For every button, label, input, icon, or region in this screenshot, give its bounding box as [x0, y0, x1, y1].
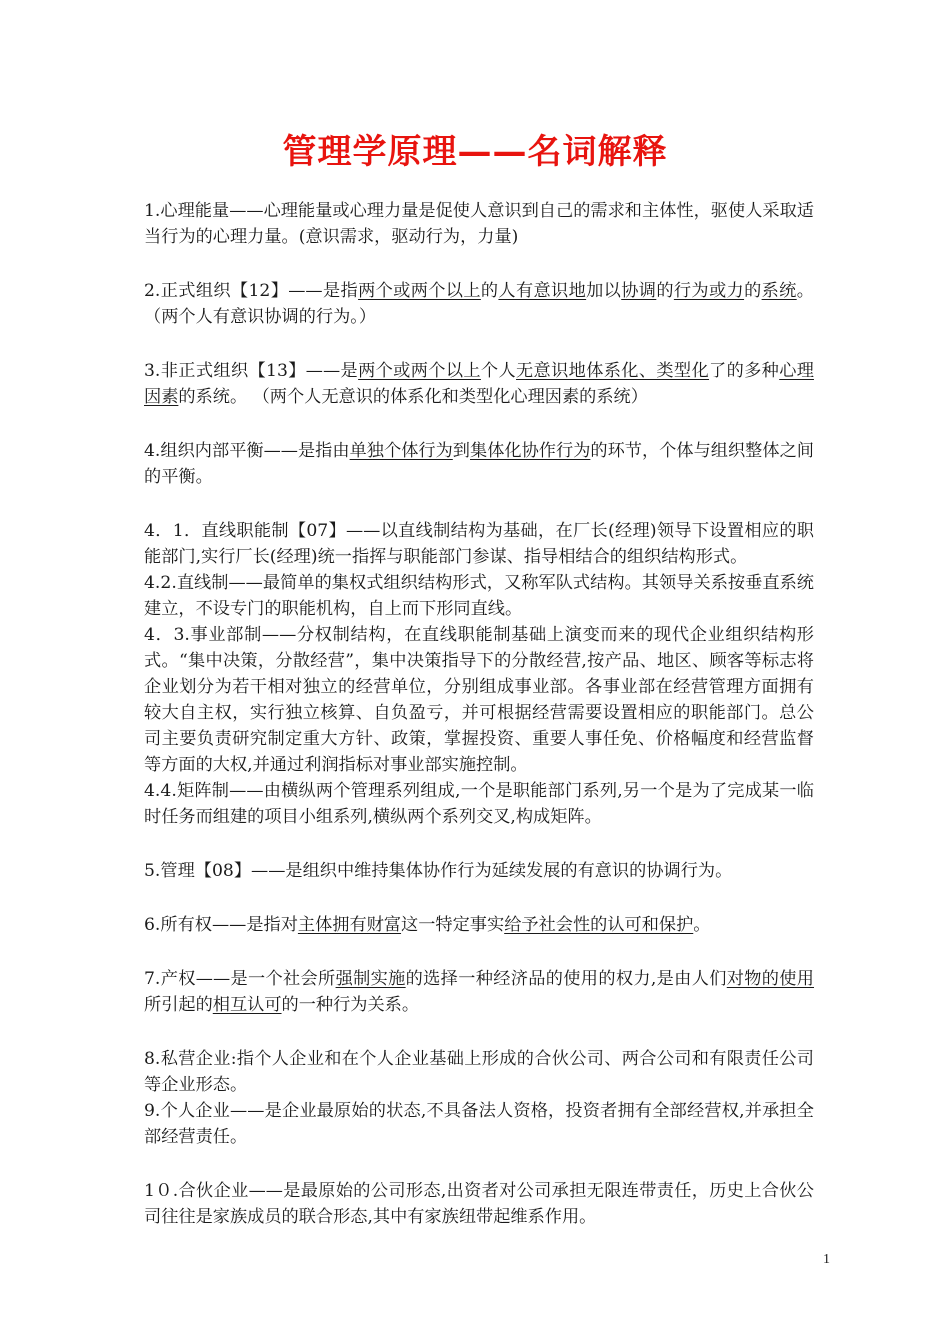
- term-line-functional: [144, 518, 814, 570]
- text: 9.个人企业——是企业最原始的状态,不具备法人资格，投资者拥有全部经营权,并承担全部经营责任。: [144, 1101, 814, 1147]
- text: 4.2.直线制——最简单的集权式组织结构形式，又称军队式结构。其领导关系按垂直系统建立，不设专门的职能机构，自上而下形同直线。: [144, 573, 814, 619]
- underlined-text: 两个或两个以上: [358, 281, 481, 301]
- text: 4.4.矩阵制——由横纵两个管理系列组成,一个是职能部门系列,另一个是为了完成某一临时任务而组建的项目小组系列,横纵两个系列交叉,构成矩阵。: [144, 781, 814, 827]
- term-psychological-energy: [144, 198, 814, 250]
- text: 3.非正式组织【13】——是: [144, 361, 359, 381]
- underlined-text: 强制实施: [335, 969, 406, 989]
- text: 的系统。 （两个人无意识的体系化和类型化心理因素的系统）: [178, 387, 648, 407]
- text: 7.产权——是一个社会所: [144, 969, 336, 989]
- text: 了的多种: [709, 361, 780, 381]
- term-matrix: [144, 778, 814, 830]
- underlined-text: 行为或力: [673, 281, 745, 301]
- underlined-text: 集体化协作行为: [470, 441, 591, 461]
- underlined-text: 相互认可: [212, 995, 282, 1015]
- term-management: [144, 858, 814, 884]
- text: 1０.合伙企业——是最原始的公司形态,出资者对公司承担无限连带责任，历史上合伙公司往往是家族成员的联合形态,其中有家族纽带起维系作用。: [144, 1181, 814, 1227]
- text: 的选择一种经济品的使用的权力,是由人们: [405, 969, 727, 989]
- text: 这一特定事实: [401, 915, 505, 935]
- text: 的: [656, 281, 674, 301]
- underlined-text: 单独个体行为: [349, 441, 453, 461]
- document-body: [144, 198, 814, 1230]
- text: 的: [480, 281, 499, 301]
- text: 1.心理能量——心理能量或心理力量是促使人意识到自己的需求和主体性，驱使人采取适当行为的心理力量。(意识需求，驱动行为，力量): [144, 201, 814, 247]
- term-ownership: [144, 912, 814, 938]
- text: 4．3.事业部制——分权制结构，在直线职能制基础上演变而来的现代企业组织结构形式。“集中决策，分散经营”，集中决策指导下的分散经营,按产品、地区、顾客等标志将企业划分为若干相对独立的经营单位，分别组成事业部。各事业部在经营管理方面拥有较大自主权，实行独立核算、自负盈亏，并可根据经营需要设置相应的职能部门。总公司主要负责研究制定重大方针、政策，掌握投资、重要人事任免、价格幅度和经营监督等方面的大权,并通过利润指标对事业部实施控制。: [144, 625, 814, 775]
- page-number: 1: [823, 1252, 830, 1267]
- term-divisional: [144, 622, 814, 778]
- text: 5.管理【08】——是组织中维持集体协作行为延续发展的有意识的协调行为。: [144, 861, 733, 881]
- text: 。: [693, 915, 711, 935]
- underlined-text: 给予社会性的认可和保护: [504, 915, 694, 935]
- text: 8.私营企业:指个人企业和在个人企业基础上形成的合伙公司、两合公司和有限责任公司等企业形态。: [144, 1049, 814, 1095]
- document-title: 管理学原理——名词解释: [282, 132, 668, 172]
- underlined-text: 协调: [621, 281, 657, 301]
- term-internal-balance: [144, 438, 814, 490]
- term-line-system: [144, 570, 814, 622]
- text: 的: [744, 281, 762, 301]
- text: 的一种行为关系。: [281, 995, 420, 1015]
- text: 个人: [480, 361, 517, 381]
- underlined-text: 对物的使用: [726, 969, 814, 989]
- underlined-text: 主体拥有财富: [297, 915, 402, 935]
- underlined-text: 无意识地体系化、类型化: [516, 361, 710, 381]
- text: 6.所有权——是指对: [144, 915, 298, 935]
- underlined-text: 系统: [761, 281, 797, 301]
- underlined-text: 两个或两个以上: [358, 361, 481, 381]
- text: 4.组织内部平衡——是指由: [144, 441, 350, 461]
- term-property-rights: [144, 966, 814, 1018]
- text: 所引起的: [144, 995, 213, 1015]
- term-private-enterprise: [144, 1046, 814, 1098]
- text: 加以: [586, 281, 622, 301]
- term-sole-proprietorship: [144, 1098, 814, 1150]
- text: 到: [452, 441, 470, 461]
- term-informal-organization: [144, 358, 814, 410]
- term-partnership: [144, 1178, 814, 1230]
- term-formal-organization: [144, 278, 814, 330]
- text: 。（两个人有意识协调的行为。）: [144, 281, 814, 327]
- underlined-text: 人有意识地: [498, 281, 587, 301]
- text: 的环节，个体与组织整体之间的平衡。: [144, 441, 814, 487]
- text: 2.正式组织【12】——是指: [144, 281, 359, 301]
- underlined-text: 心理因素: [144, 361, 814, 407]
- text: 4．1．直线职能制【07】——以直线制结构为基础，在厂长(经理)领导下设置相应的职能部门,实行厂长(经理)统一指挥与职能部门参谋、指导相结合的组织结构形式。: [144, 521, 814, 567]
